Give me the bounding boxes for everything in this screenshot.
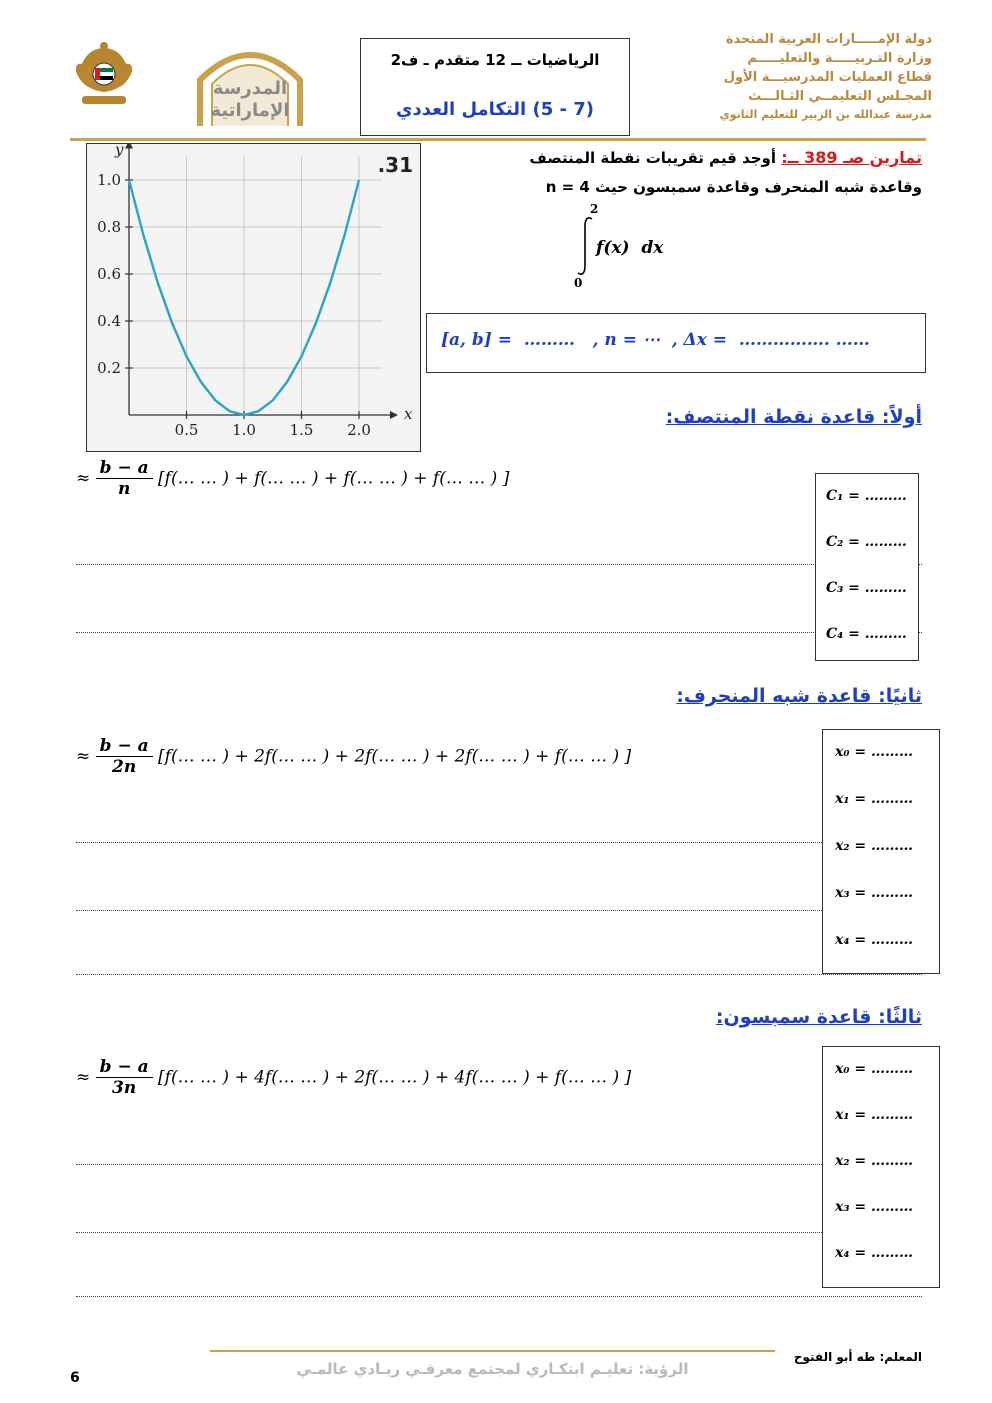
value-x1: x₁ = ………	[835, 791, 913, 807]
answer-line	[76, 632, 922, 633]
value-x2: x₂ = ………	[835, 838, 913, 854]
x-axis-arrow-icon	[390, 411, 398, 419]
exercise-text-2: وقاعدة شبه المنحرف وقاعدة سمبسون حيث n = 4	[545, 178, 922, 196]
footer-divider	[210, 1350, 775, 1352]
value-x2: x₂ = ………	[835, 1153, 913, 1169]
trapezoid-coefficient	[96, 736, 153, 777]
trapezoid-formula	[76, 736, 631, 777]
value-x0: x₀ = ………	[835, 744, 913, 760]
exercise-label: تمارين صـ 389 ــ:	[781, 148, 922, 167]
integral-sign-icon	[574, 216, 598, 276]
lesson-title: (7 - 5) التكامل العددي	[395, 99, 594, 120]
integral-lower: 0	[574, 276, 583, 290]
midpoint-bracket: [f(… … ) + f(… … ) + f(… … ) + f(… … ) ]	[158, 468, 510, 489]
exercise-number: .31	[377, 153, 413, 177]
value-x0: x₀ = ………	[835, 1061, 913, 1077]
midpoint-title: أولاً: قاعدة نقطة المنتصف:	[665, 406, 922, 428]
value-x1: x₁ = ………	[835, 1107, 913, 1123]
value-x4: x₄ = ………	[835, 932, 913, 948]
simpson-bracket: [f(… … ) + 4f(… … ) + 2f(… … ) + 4f(… … ) + f(… … ) ]	[158, 1067, 632, 1088]
simpson-formula	[76, 1057, 631, 1098]
value-c1: C₁ = ………	[826, 488, 907, 504]
x-tick-label: 0.5	[174, 421, 199, 439]
answer-line	[76, 1232, 922, 1233]
x-tick-label: 1.5	[289, 421, 314, 439]
answer-line	[76, 974, 922, 975]
coef-numerator: b − a	[96, 1057, 153, 1078]
coef-numerator: b − a	[96, 458, 153, 479]
course-title: الرياضيات ــ 12 متقدم ـ ف2	[390, 51, 600, 69]
title-box	[360, 38, 630, 136]
answer-line	[76, 1296, 922, 1297]
midpoint-coefficient	[96, 458, 153, 499]
x-axis-label: x	[404, 405, 413, 423]
approx-symbol: ≈	[76, 746, 91, 767]
simpson-coefficient	[96, 1057, 153, 1098]
params-text: [a, b] = ……… , n = ⋯ , Δx = ……………. ……	[441, 330, 870, 350]
params-box	[426, 313, 926, 373]
answer-line	[76, 1164, 922, 1165]
answer-line	[76, 564, 922, 565]
value-c3: C₃ = ………	[826, 580, 907, 596]
value-c2: C₂ = ………	[826, 534, 907, 550]
coef-denominator: 2n	[112, 757, 137, 777]
value-x3: x₃ = ………	[835, 1199, 913, 1215]
teacher-name: المعلم: طه أبو الفتوح	[793, 1350, 922, 1364]
approx-symbol: ≈	[76, 468, 91, 489]
exercise-line-1	[440, 148, 922, 167]
midpoint-values-box	[815, 473, 919, 661]
emblem-icon	[72, 40, 136, 112]
approx-symbol: ≈	[76, 1067, 91, 1088]
y-tick-label: 0.6	[97, 265, 121, 283]
y-tick-label: 0.4	[97, 312, 121, 330]
integral-upper: 2	[590, 202, 599, 216]
coef-numerator: b − a	[96, 736, 153, 757]
midpoint-formula	[76, 458, 509, 499]
org-line: دولة الإمـــــارات العربية المتحدة	[725, 32, 932, 47]
org-line: مدرسة عبدالله بن الزبير للتعليم الثانوي	[719, 108, 932, 121]
org-line: قطاع العمليات المدرسيـــة الأول	[723, 70, 932, 85]
y-axis-arrow-icon	[125, 144, 133, 149]
simpson-values-box	[822, 1046, 940, 1288]
x-tick-label: 1.0	[232, 421, 256, 439]
y-axis-label: y	[115, 144, 124, 159]
org-line: وزارة التـربيـــــة والتعليـــــم	[747, 51, 932, 66]
org-line: المجـلس التعليمــي الثـالـــث	[748, 89, 932, 104]
school-logo-text: المدرسة الإماراتية	[210, 78, 290, 121]
answer-line	[76, 910, 922, 911]
page-number: 6	[70, 1370, 80, 1386]
exercise-text-1: أوجد قيم تقريبات نقطة المنتصف	[529, 149, 782, 167]
trapezoid-title: ثانيًا: قاعدة شبه المنحرف:	[676, 685, 922, 707]
parabola-chart	[87, 144, 420, 451]
school-logo	[180, 40, 320, 128]
coef-denominator: n	[117, 479, 131, 499]
coef-denominator: 3n	[112, 1078, 137, 1098]
graph-box	[86, 143, 421, 452]
value-x3: x₃ = ………	[835, 885, 913, 901]
value-x4: x₄ = ………	[835, 1245, 913, 1261]
answer-line	[76, 842, 922, 843]
trapezoid-values-box	[822, 729, 940, 974]
y-tick-label: 1.0	[97, 171, 121, 189]
value-c4: C₄ = ………	[826, 626, 907, 642]
org-lines	[660, 30, 932, 124]
x-tick-label: 2.0	[347, 421, 371, 439]
integrand: f(x) dx	[596, 238, 664, 258]
simpson-title: ثالثًا: قاعدة سمبسون:	[715, 1006, 922, 1028]
y-tick-label: 0.8	[97, 218, 121, 236]
vision-text: الرؤية: تعليـم ابتكـاري لمجتمع معرفـي ريـادي عالمـي	[296, 1360, 689, 1378]
y-tick-label: 0.2	[97, 359, 121, 377]
trapezoid-bracket: [f(… … ) + 2f(… … ) + 2f(… … ) + 2f(… … ) + f(… … ) ]	[158, 746, 632, 767]
integral	[568, 202, 708, 292]
header-divider	[70, 138, 926, 141]
